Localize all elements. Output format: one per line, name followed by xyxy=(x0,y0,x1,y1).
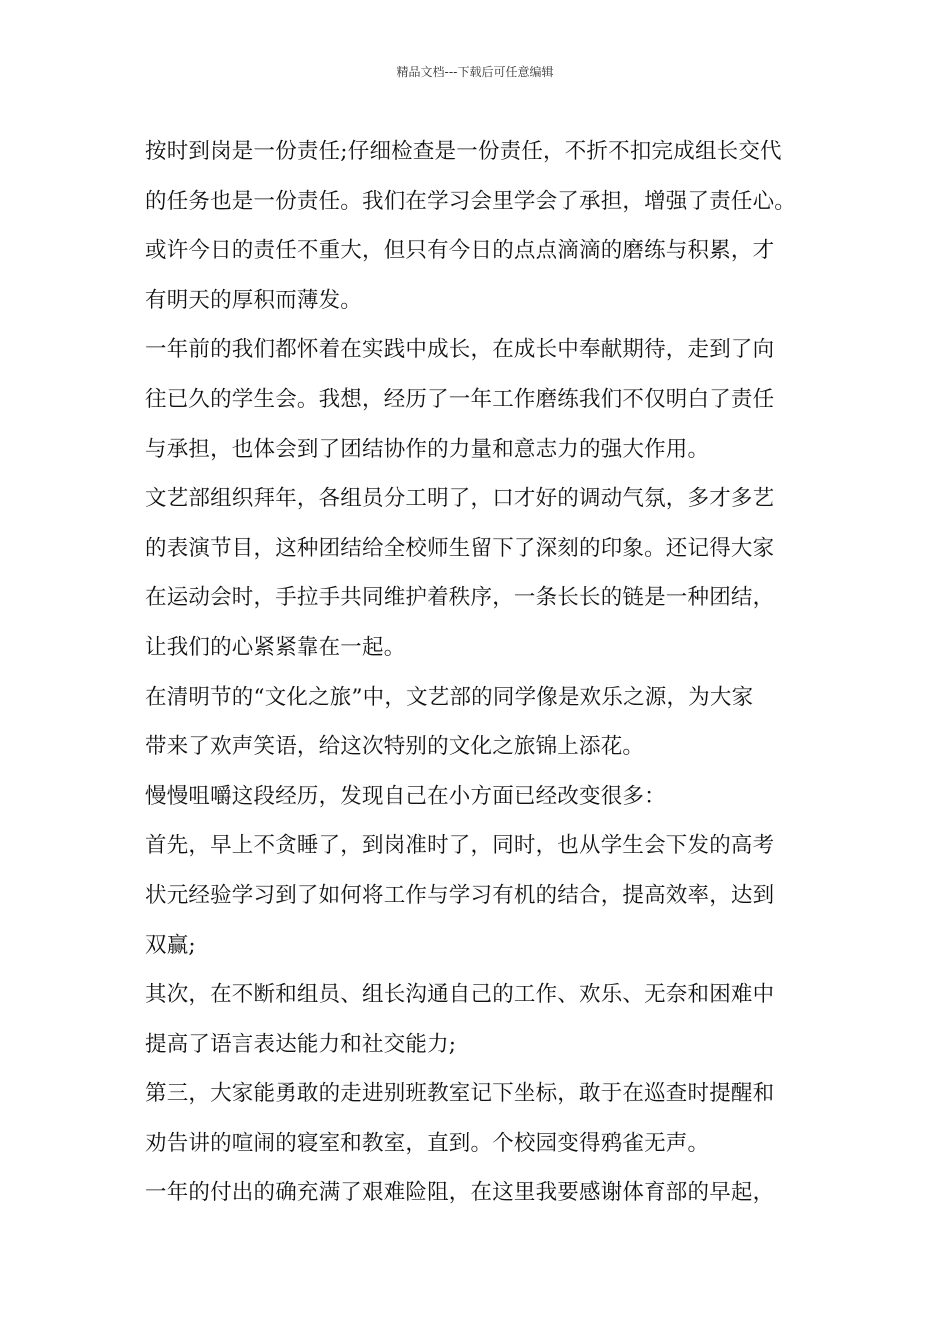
text-line: 与承担，也体会到了团结协作的力量和意志力的强大作用。 xyxy=(145,436,710,462)
text-line: 双赢; xyxy=(145,932,196,958)
text-line: 在运动会时，手拉手共同维护着秩序，一条长长的链是一种团结， xyxy=(145,585,775,611)
text-line: 或许今日的责任不重大，但只有今日的点点滴滴的磨练与积累，才 xyxy=(145,238,775,264)
document-body xyxy=(145,134,825,1225)
text-line: 的任务也是一份责任。我们在学习会里学会了承担，增强了责任心。 xyxy=(145,188,797,214)
text-line: 在清明节的“文化之旅”中，文艺部的同学像是欢乐之源，为大家 xyxy=(145,684,754,710)
text-line: 慢慢咀嚼这段经历，发现自己在小方面已经改变很多： xyxy=(145,783,666,809)
text-line: 其次，在不断和组员、组长沟通自己的工作、欢乐、无奈和困难中 xyxy=(145,982,775,1008)
text-line: 带来了欢声笑语，给这次特别的文化之旅锦上添花。 xyxy=(145,734,645,760)
text-line: 让我们的心紧紧靠在一起。 xyxy=(145,634,406,660)
text-line: 按时到岗是一份责任;仔细检查是一份责任，不折不扣完成组长交代 xyxy=(145,139,782,164)
text-line: 劝告讲的喧闹的寝室和教室，直到。个校园变得鸦雀无声。 xyxy=(145,1130,710,1156)
text-line: 首先，早上不贪睡了，到岗准时了，同时，也从学生会下发的高考 xyxy=(145,833,775,859)
text-line: 状元经验学习到了如何将工作与学习有机的结合，提高效率，达到 xyxy=(145,882,775,908)
text-line: 文艺部组织拜年，各组员分工明了，口才好的调动气氛，多才多艺 xyxy=(145,486,775,512)
text-line: 的表演节目，这种团结给全校师生留下了深刻的印象。还记得大家 xyxy=(145,535,775,561)
text-line: 一年的付出的确充满了艰难险阻，在这里我要感谢体育部的早起， xyxy=(145,1180,775,1206)
text-line: 有明天的厚积而薄发。 xyxy=(145,287,363,313)
text-line: 一年前的我们都怀着在实践中成长，在成长中奉献期待，走到了向 xyxy=(145,337,775,363)
text-line: 往已久的学生会。我想，经历了一年工作磨练我们不仅明白了责任 xyxy=(145,386,775,412)
page-header: 精品文档---下载后可任意编辑 xyxy=(396,65,554,79)
text-line: 第三，大家能勇敢的走进别班教室记下坐标，敢于在巡查时提醒和 xyxy=(145,1081,775,1107)
text-line: 提高了语言表达能力和社交能力; xyxy=(145,1031,457,1057)
